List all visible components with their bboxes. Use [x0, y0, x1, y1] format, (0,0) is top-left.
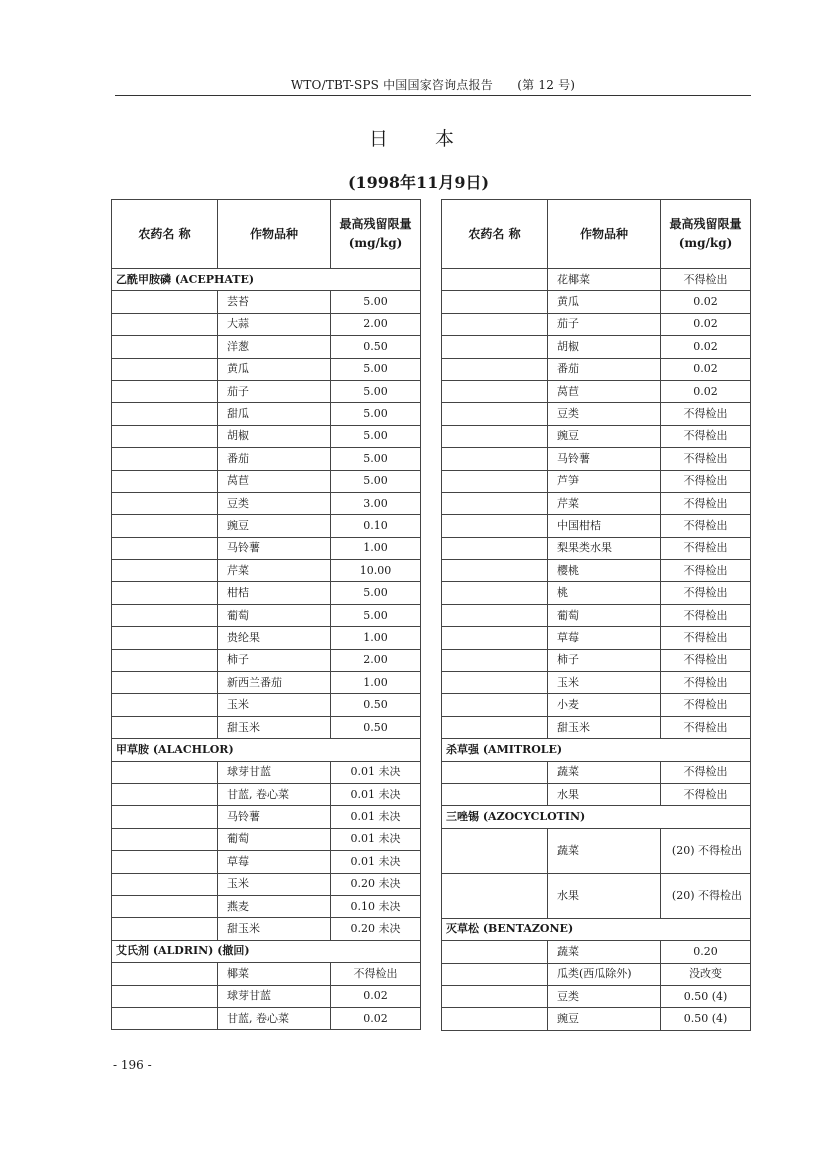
pesticide-group-row [112, 739, 421, 761]
mrl-cell: 3.00 [331, 492, 421, 514]
crop-cell: 豌豆 [548, 1008, 661, 1030]
crop-cell: 黄瓜 [548, 291, 661, 313]
table-row [442, 985, 751, 1007]
pesticide-cell [442, 672, 548, 694]
table-row [112, 895, 421, 917]
table-row [112, 1007, 421, 1029]
crop-cell: 水果 [548, 783, 661, 805]
table-row [442, 627, 751, 649]
pesticide-cell [442, 873, 548, 918]
table-row [442, 963, 751, 985]
mrl-cell: 0.01 未决 [331, 851, 421, 873]
table-row [112, 403, 421, 425]
mrl-cell: 不得检出 [661, 672, 751, 694]
crop-cell: 球芽甘蓝 [218, 761, 331, 783]
pesticide-cell [112, 537, 218, 559]
table-row [442, 380, 751, 402]
pesticide-cell [112, 313, 218, 335]
table-row [112, 470, 421, 492]
pesticide-cell [442, 560, 548, 582]
mrl-cell: 不得检出 [661, 783, 751, 805]
table-row [112, 313, 421, 335]
pesticide-group-row [112, 940, 421, 962]
crop-cell: 甘蓝, 卷心菜 [218, 783, 331, 805]
pesticide-name: 艾氏剂 (ALDRIN) (撤回) [112, 940, 421, 962]
page-title: 日 本 [368, 128, 468, 150]
mrl-cell: 0.02 [331, 1007, 421, 1029]
table-row [112, 627, 421, 649]
crop-cell: 莴苣 [548, 380, 661, 402]
mrl-cell: 0.50 [331, 336, 421, 358]
table-row [442, 403, 751, 425]
pesticide-cell [442, 716, 548, 738]
table-row [112, 380, 421, 402]
mrl-cell: 不得检出 [661, 604, 751, 626]
pesticide-cell [442, 537, 548, 559]
mrl-cell: 0.01 未决 [331, 806, 421, 828]
mrl-cell: 不得检出 [661, 269, 751, 291]
pesticide-cell [442, 604, 548, 626]
column-header-mrl: 最高残留限量(mg/kg) [661, 200, 751, 269]
mrl-cell: 1.00 [331, 537, 421, 559]
pesticide-cell [442, 403, 548, 425]
pesticide-name: 灭草松 (BENTAZONE) [442, 918, 751, 940]
crop-cell: 茄子 [218, 380, 331, 402]
crop-cell: 新西兰番茄 [218, 672, 331, 694]
crop-cell: 番茄 [218, 448, 331, 470]
mrl-cell: 2.00 [331, 649, 421, 671]
mrl-cell: 5.00 [331, 403, 421, 425]
mrl-cell: 不得检出 [661, 582, 751, 604]
crop-cell: 甜玉米 [548, 716, 661, 738]
pesticide-cell [112, 627, 218, 649]
mrl-cell: 5.00 [331, 470, 421, 492]
table-row [442, 604, 751, 626]
pesticide-cell [442, 448, 548, 470]
crop-cell: 番茄 [548, 358, 661, 380]
crop-cell: 茄子 [548, 313, 661, 335]
crop-cell: 豆类 [548, 403, 661, 425]
column-header-crop: 作物品种 [548, 200, 661, 269]
mrl-cell: 不得检出 [661, 470, 751, 492]
table-row [442, 448, 751, 470]
crop-cell: 小麦 [548, 694, 661, 716]
pesticide-cell [112, 918, 218, 940]
table-row [442, 336, 751, 358]
column-header-pesticide: 农药名 称 [112, 200, 218, 269]
crop-cell: 草莓 [218, 851, 331, 873]
mrl-cell: 0.02 [661, 291, 751, 313]
pesticide-cell [112, 492, 218, 514]
crop-cell: 豆类 [218, 492, 331, 514]
crop-cell: 豆类 [548, 985, 661, 1007]
table-row [112, 604, 421, 626]
mrl-cell: 0.01 未决 [331, 783, 421, 805]
table-row [112, 537, 421, 559]
crop-cell: 甘蓝, 卷心菜 [218, 1007, 331, 1029]
table-row [112, 985, 421, 1007]
pesticide-name: 乙酰甲胺磷 (ACEPHATE) [112, 269, 421, 291]
pesticide-group-row [442, 806, 751, 828]
crop-cell: 芸苔 [218, 291, 331, 313]
mrl-cell: 0.02 [661, 380, 751, 402]
crop-cell: 蔬菜 [548, 761, 661, 783]
crop-cell: 葡萄 [218, 604, 331, 626]
crop-cell: 莴苣 [218, 470, 331, 492]
pesticide-cell [442, 627, 548, 649]
crop-cell: 洋葱 [218, 336, 331, 358]
pesticide-cell [442, 828, 548, 873]
pesticide-cell [442, 985, 548, 1007]
crop-cell: 芦笋 [548, 470, 661, 492]
table-row [112, 492, 421, 514]
mrl-cell: 不得检出 [661, 492, 751, 514]
crop-cell: 马铃薯 [218, 806, 331, 828]
table-row [112, 291, 421, 313]
pesticide-cell [112, 291, 218, 313]
mrl-cell: 0.20 [661, 941, 751, 963]
crop-cell: 甜瓜 [218, 403, 331, 425]
table-row [442, 761, 751, 783]
crop-cell: 黄瓜 [218, 358, 331, 380]
crop-cell: 樱桃 [548, 560, 661, 582]
crop-cell: 豌豆 [548, 425, 661, 447]
mrl-cell: 5.00 [331, 358, 421, 380]
pesticide-cell [442, 291, 548, 313]
mrl-cell: (20) 不得检出 [661, 873, 751, 918]
pesticide-cell [442, 761, 548, 783]
pesticide-cell [112, 358, 218, 380]
crop-cell: 球芽甘蓝 [218, 985, 331, 1007]
pesticide-cell [112, 963, 218, 985]
table-row [112, 963, 421, 985]
mrl-cell: 5.00 [331, 582, 421, 604]
crop-cell: 马铃薯 [548, 448, 661, 470]
mrl-cell: 0.50 [331, 694, 421, 716]
crop-cell: 燕麦 [218, 895, 331, 917]
table-row [442, 941, 751, 963]
mrl-cell: 0.50 (4) [661, 1008, 751, 1030]
table-row [442, 425, 751, 447]
pesticide-cell [112, 672, 218, 694]
table-row [112, 783, 421, 805]
pesticide-group-row [112, 269, 421, 291]
mrl-cell: 不得检出 [661, 425, 751, 447]
crop-cell: 葡萄 [218, 828, 331, 850]
crop-cell: 玉米 [218, 694, 331, 716]
crop-cell: 花椰菜 [548, 269, 661, 291]
pesticide-name: 甲草胺 (ALACHLOR) [112, 739, 421, 761]
mrl-cell: 不得检出 [661, 761, 751, 783]
mrl-cell: 5.00 [331, 380, 421, 402]
pesticide-cell [112, 515, 218, 537]
table-row [112, 425, 421, 447]
crop-cell: 桃 [548, 582, 661, 604]
table-row [442, 537, 751, 559]
mrl-cell: 0.10 [331, 515, 421, 537]
table-row [442, 828, 751, 873]
mrl-cell: 不得检出 [661, 515, 751, 537]
crop-cell: 椰菜 [218, 963, 331, 985]
pesticide-cell [442, 470, 548, 492]
table-header-row [442, 200, 751, 269]
mrl-cell: 0.01 未决 [331, 761, 421, 783]
table-row [112, 582, 421, 604]
table-row [112, 851, 421, 873]
crop-cell: 胡椒 [218, 425, 331, 447]
table-row [112, 560, 421, 582]
table-row [442, 515, 751, 537]
pesticide-cell [112, 716, 218, 738]
mrl-cell: 5.00 [331, 448, 421, 470]
pesticide-cell [442, 783, 548, 805]
pesticide-cell [112, 448, 218, 470]
crop-cell: 柿子 [548, 649, 661, 671]
mrl-cell: 不得检出 [661, 627, 751, 649]
pesticide-cell [442, 649, 548, 671]
pesticide-cell [112, 336, 218, 358]
mrl-cell: 0.02 [661, 358, 751, 380]
pesticide-cell [112, 694, 218, 716]
pesticide-cell [442, 515, 548, 537]
pesticide-cell [112, 403, 218, 425]
mrl-cell: 不得检出 [661, 716, 751, 738]
table-row [112, 918, 421, 940]
mrl-cell: 0.50 [331, 716, 421, 738]
mrl-cell: 0.10 未决 [331, 895, 421, 917]
pesticide-cell [112, 851, 218, 873]
pesticide-cell [112, 425, 218, 447]
table-row [112, 806, 421, 828]
pesticide-cell [112, 828, 218, 850]
mrl-cell: (20) 不得检出 [661, 828, 751, 873]
table-row [442, 672, 751, 694]
pesticide-cell [442, 380, 548, 402]
mrl-cell: 5.00 [331, 604, 421, 626]
pesticide-cell [442, 694, 548, 716]
mrl-cell: 0.20 未决 [331, 918, 421, 940]
crop-cell: 玉米 [548, 672, 661, 694]
pesticide-cell [112, 470, 218, 492]
crop-cell: 梨果类水果 [548, 537, 661, 559]
mrl-cell: 1.00 [331, 672, 421, 694]
pesticide-cell [442, 425, 548, 447]
pesticide-cell [112, 604, 218, 626]
crop-cell: 豌豆 [218, 515, 331, 537]
crop-cell: 水果 [548, 873, 661, 918]
pesticide-cell [442, 941, 548, 963]
pesticide-cell [112, 560, 218, 582]
table-row [112, 873, 421, 895]
table-row [442, 873, 751, 918]
mrl-cell: 0.01 未决 [331, 828, 421, 850]
table-row [112, 358, 421, 380]
table-row [112, 448, 421, 470]
table-row [442, 313, 751, 335]
mrl-cell: 0.50 (4) [661, 985, 751, 1007]
pesticide-cell [112, 873, 218, 895]
mrl-cell: 0.02 [661, 336, 751, 358]
column-header-mrl: 最高残留限量(mg/kg) [331, 200, 421, 269]
table-row [112, 336, 421, 358]
crop-cell: 柑桔 [218, 582, 331, 604]
table-row [442, 358, 751, 380]
table-row [112, 716, 421, 738]
pesticide-cell [112, 1007, 218, 1029]
crop-cell: 瓜类(西瓜除外) [548, 963, 661, 985]
pesticide-cell [442, 492, 548, 514]
crop-cell: 蔬菜 [548, 828, 661, 873]
mrl-cell: 1.00 [331, 627, 421, 649]
mrl-cell: 不得检出 [661, 560, 751, 582]
crop-cell: 葡萄 [548, 604, 661, 626]
mrl-cell: 0.02 [331, 985, 421, 1007]
column-header-pesticide: 农药名 称 [442, 200, 548, 269]
running-header: WTO/TBT-SPS 中国国家咨询点报告 (第 12 号) [290, 78, 576, 92]
mrl-cell: 0.20 未决 [331, 873, 421, 895]
table-row [442, 269, 751, 291]
pesticide-cell [112, 649, 218, 671]
pesticide-cell [112, 380, 218, 402]
pesticide-cell [442, 313, 548, 335]
crop-cell: 中国柑桔 [548, 515, 661, 537]
pesticide-cell [442, 582, 548, 604]
mrl-cell: 10.00 [331, 560, 421, 582]
table-row [442, 649, 751, 671]
table-row [442, 582, 751, 604]
table-row [442, 470, 751, 492]
table-row [442, 1008, 751, 1030]
pesticide-cell [112, 761, 218, 783]
pesticide-cell [442, 1008, 548, 1030]
pesticide-cell [442, 269, 548, 291]
pesticide-cell [112, 806, 218, 828]
mrl-cell: 没改变 [661, 963, 751, 985]
crop-cell: 芹菜 [218, 560, 331, 582]
mrl-cell: 不得检出 [661, 649, 751, 671]
pesticide-cell [112, 895, 218, 917]
pesticide-name: 杀草强 (AMITROLE) [442, 739, 751, 761]
pesticide-cell [442, 358, 548, 380]
crop-cell: 大蒜 [218, 313, 331, 335]
table-row [442, 783, 751, 805]
crop-cell: 胡椒 [548, 336, 661, 358]
pesticide-cell [112, 985, 218, 1007]
pesticide-cell [112, 783, 218, 805]
mrl-cell: 不得检出 [661, 403, 751, 425]
pesticide-group-row [442, 739, 751, 761]
mrl-cell: 2.00 [331, 313, 421, 335]
page-date: (1998年11月9日) [347, 173, 490, 192]
mrl-cell: 不得检出 [661, 448, 751, 470]
crop-cell: 草莓 [548, 627, 661, 649]
pesticide-name: 三唑锡 (AZOCYCLOTIN) [442, 806, 751, 828]
mrl-cell: 5.00 [331, 291, 421, 313]
residue-table-left [111, 199, 421, 1030]
table-row [112, 649, 421, 671]
table-row [112, 828, 421, 850]
crop-cell: 甜玉米 [218, 918, 331, 940]
crop-cell: 芹菜 [548, 492, 661, 514]
table-row [442, 560, 751, 582]
column-header-crop: 作物品种 [218, 200, 331, 269]
pesticide-cell [442, 336, 548, 358]
table-row [442, 291, 751, 313]
table-row [112, 761, 421, 783]
table-row [442, 694, 751, 716]
mrl-cell: 不得检出 [661, 694, 751, 716]
mrl-cell: 5.00 [331, 425, 421, 447]
header-rule [115, 95, 751, 96]
table-row [112, 672, 421, 694]
crop-cell: 蔬菜 [548, 941, 661, 963]
residue-table-right [441, 199, 751, 1031]
crop-cell: 贵纶果 [218, 627, 331, 649]
crop-cell: 柿子 [218, 649, 331, 671]
table-row [442, 716, 751, 738]
pesticide-cell [442, 963, 548, 985]
mrl-cell: 不得检出 [331, 963, 421, 985]
table-row [442, 492, 751, 514]
mrl-cell: 0.02 [661, 313, 751, 335]
table-header-row [112, 200, 421, 269]
table-row [112, 515, 421, 537]
page-number: - 196 - [113, 1058, 152, 1072]
mrl-cell: 不得检出 [661, 537, 751, 559]
pesticide-cell [112, 582, 218, 604]
crop-cell: 甜玉米 [218, 716, 331, 738]
crop-cell: 玉米 [218, 873, 331, 895]
table-row [112, 694, 421, 716]
crop-cell: 马铃薯 [218, 537, 331, 559]
pesticide-group-row [442, 918, 751, 940]
